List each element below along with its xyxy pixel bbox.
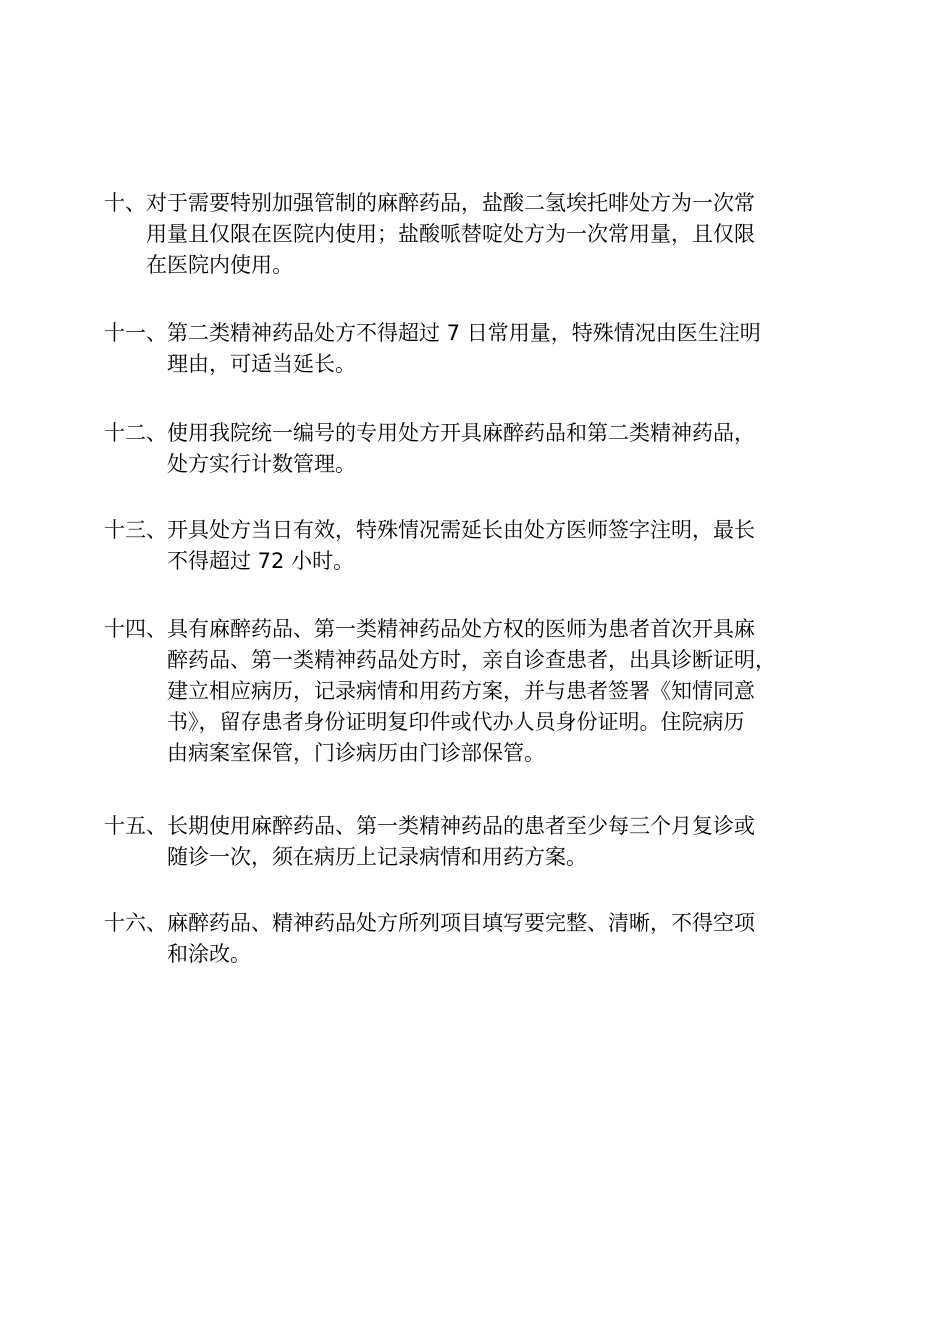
clause-number: 十五、 (104, 814, 167, 838)
clause-number: 十四、 (104, 617, 167, 641)
clause-line: 醉药品、第一类精神药品处方时，亲自诊查患者，出具诊断证明， (167, 648, 776, 672)
clause-line: 第二类精神药品处方不得超过 7 日常用量，特殊情况由医生注明 (167, 321, 761, 345)
clause-number: 十六、 (104, 911, 167, 935)
clause-number: 十一、 (104, 321, 167, 345)
clause-10 (104, 188, 864, 281)
clause-line: 具有麻醉药品、第一类精神药品处方权的医师为患者首次开具麻 (167, 617, 755, 641)
clause-line: 和涂改。 (167, 942, 251, 966)
clause-15 (104, 811, 864, 873)
clause-body (167, 908, 755, 970)
clause-line: 随诊一次，须在病历上记录病情和用药方案。 (167, 845, 587, 869)
clause-number: 十、 (104, 191, 146, 215)
clause-16 (104, 908, 864, 970)
clause-body (167, 811, 755, 873)
clause-body (167, 318, 761, 380)
clause-14 (104, 614, 864, 769)
clause-line: 处方实行计数管理。 (167, 452, 356, 476)
clause-line: 由病案室保管，门诊病历由门诊部保管。 (167, 741, 545, 765)
clause-body (167, 418, 755, 480)
clause-line: 不得超过 72 小时。 (167, 549, 355, 573)
clause-13 (104, 515, 864, 577)
clause-line: 书》，留存患者身份证明复印件或代办人员身份证明。住院病历 (167, 710, 745, 734)
clause-line: 长期使用麻醉药品、第一类精神药品的患者至少每三个月复诊或 (167, 814, 755, 838)
clause-body (146, 188, 755, 281)
clause-body (167, 515, 755, 577)
clause-line: 开具处方当日有效，特殊情况需延长由处方医师签字注明，最长 (167, 518, 755, 542)
clause-body (167, 614, 776, 769)
clause-line: 用量且仅限在医院内使用；盐酸哌替啶处方为一次常用量，且仅限 (146, 222, 755, 246)
clause-line: 建立相应病历，记录病情和用药方案，并与患者签署《知情同意 (167, 679, 755, 703)
clause-line: 在医院内使用。 (146, 253, 293, 277)
clause-line: 对于需要特别加强管制的麻醉药品，盐酸二氢埃托啡处方为一次常 (146, 191, 755, 215)
clause-line: 理由，可适当延长。 (167, 352, 356, 376)
clause-line: 使用我院统一编号的专用处方开具麻醉药品和第二类精神药品， (167, 421, 755, 445)
clause-number: 十二、 (104, 421, 167, 445)
clause-11 (104, 318, 864, 380)
clause-line: 麻醉药品、精神药品处方所列项目填写要完整、清晰，不得空项 (167, 911, 755, 935)
clause-number: 十三、 (104, 518, 167, 542)
clause-12 (104, 418, 864, 480)
